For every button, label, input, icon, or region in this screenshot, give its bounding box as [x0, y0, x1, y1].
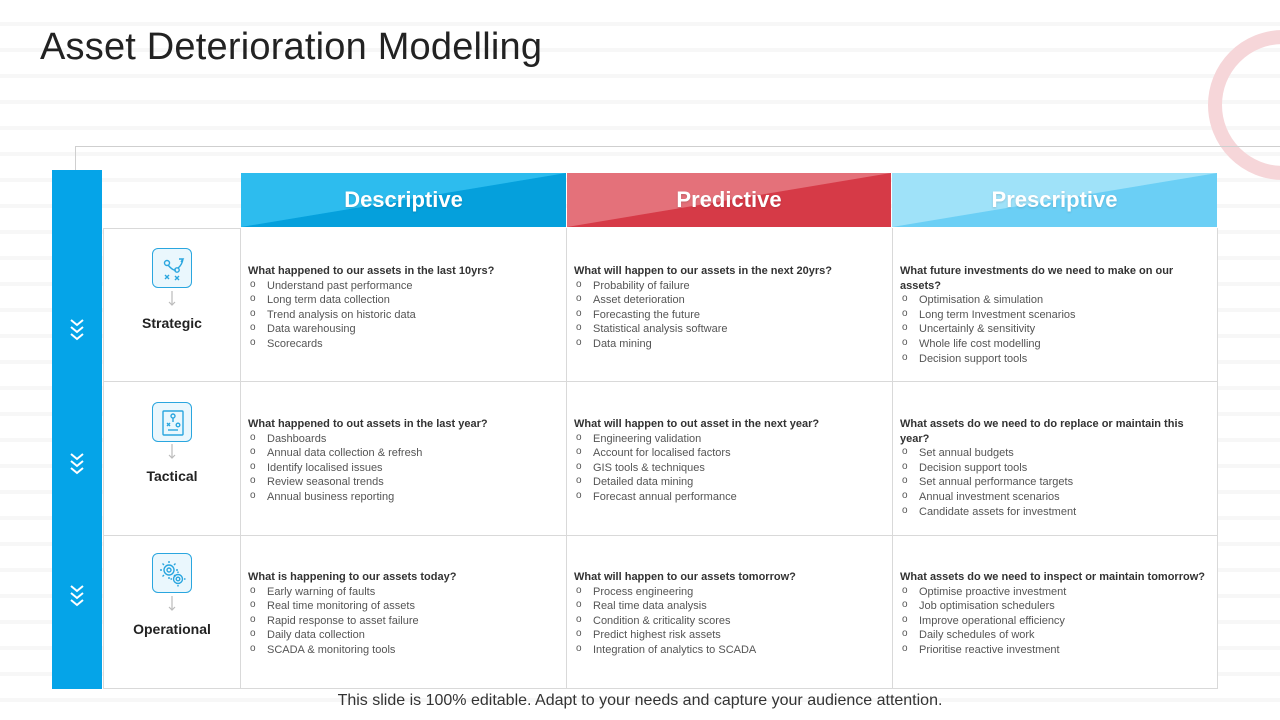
cell-tactical-descriptive — [241, 382, 567, 536]
list-item: o Annual investment scenarios — [900, 490, 1211, 505]
list-item: o GIS tools & techniques — [574, 461, 886, 476]
chevron-down-icon — [52, 584, 102, 608]
column-header-predictive — [567, 173, 891, 227]
arrow-down-icon — [167, 444, 177, 460]
list-item: o Early warning of faults — [248, 585, 560, 600]
bullet-list — [574, 432, 886, 505]
row-label: Operational — [133, 621, 211, 637]
strategy-board-icon — [152, 248, 192, 288]
row-header-strategic — [103, 228, 241, 382]
bullet-list — [900, 293, 1211, 366]
cell-question: What will happen to out asset in the next year? — [574, 418, 820, 430]
list-item: o Whole life cost modelling — [900, 337, 1211, 352]
list-item: o Detailed data mining — [574, 475, 886, 490]
list-item: o Job optimisation schedulers — [900, 599, 1211, 614]
list-item: o Long term data collection — [248, 293, 560, 308]
bullet-list — [248, 432, 560, 505]
column-header-prescriptive — [892, 173, 1217, 227]
list-item: o Identify localised issues — [248, 461, 560, 476]
list-item: o Forecasting the future — [574, 308, 886, 323]
cell-question: What is happening to our assets today? — [248, 571, 457, 583]
list-item: o Scorecards — [248, 337, 560, 352]
list-item: o Daily schedules of work — [900, 628, 1211, 643]
list-item: o Data warehousing — [248, 322, 560, 337]
list-item: o Dashboards — [248, 432, 560, 447]
list-item: o Statistical analysis software — [574, 322, 886, 337]
bullet-list — [900, 446, 1211, 519]
page-title: Asset Deterioration Modelling — [40, 26, 543, 68]
list-item: o Daily data collection — [248, 628, 560, 643]
list-item: o Prioritise reactive investment — [900, 643, 1211, 658]
row-label: Strategic — [142, 315, 202, 331]
column-header-descriptive — [241, 173, 566, 227]
list-item: o Decision support tools — [900, 461, 1211, 476]
list-item: o Long term Investment scenarios — [900, 308, 1211, 323]
chevron-down-icon — [52, 452, 102, 476]
side-bar — [52, 170, 102, 689]
cell-operational-predictive — [567, 536, 893, 689]
cell-question: What happened to out assets in the last year? — [248, 418, 488, 430]
list-item: o Optimise proactive investment — [900, 585, 1211, 600]
list-item: o Decision support tools — [900, 352, 1211, 367]
list-item: o Set annual performance targets — [900, 475, 1211, 490]
cell-question: What assets do we need to do replace or maintain this year? — [900, 418, 1184, 445]
column-header-label: Predictive — [676, 187, 782, 212]
tactical-plan-icon — [152, 402, 192, 442]
list-item: o Forecast annual performance — [574, 490, 886, 505]
list-item: o Review seasonal trends — [248, 475, 560, 490]
list-item: o Set annual budgets — [900, 446, 1211, 461]
list-item: o Integration of analytics to SCADA — [574, 643, 886, 658]
row-header-tactical — [103, 382, 241, 536]
list-item: o Improve operational efficiency — [900, 614, 1211, 629]
cell-question: What assets do we need to inspect or maintain tomorrow? — [900, 571, 1205, 583]
cell-tactical-predictive — [567, 382, 893, 536]
footer-note: This slide is 100% editable. Adapt to your needs and capture your audience attention. — [337, 692, 943, 709]
list-item: o Probability of failure — [574, 279, 886, 294]
list-item: o Condition & criticality scores — [574, 614, 886, 629]
cell-strategic-predictive — [567, 228, 893, 382]
list-item: o Predict highest risk assets — [574, 628, 886, 643]
cell-question: What will happen to our assets tomorrow? — [574, 571, 796, 583]
bullet-list — [574, 279, 886, 352]
cell-tactical-prescriptive — [893, 382, 1218, 536]
cell-operational-descriptive — [241, 536, 567, 689]
bullet-list — [248, 279, 560, 352]
list-item: o Engineering validation — [574, 432, 886, 447]
list-item: o Annual data collection & refresh — [248, 446, 560, 461]
list-item: o SCADA & monitoring tools — [248, 643, 560, 658]
list-item: o Real time monitoring of assets — [248, 599, 560, 614]
frame-line — [75, 146, 1280, 147]
arrow-down-icon — [167, 291, 177, 307]
cell-strategic-prescriptive — [893, 228, 1218, 382]
arrow-down-icon — [167, 596, 177, 612]
list-item: o Data mining — [574, 337, 886, 352]
cell-question: What future investments do we need to make on our assets? — [900, 265, 1174, 292]
cell-question: What will happen to our assets in the next 20yrs? — [574, 265, 832, 277]
list-item: o Annual business reporting — [248, 490, 560, 505]
cell-operational-prescriptive — [893, 536, 1218, 689]
list-item: o Account for localised factors — [574, 446, 886, 461]
bullet-list — [248, 585, 560, 658]
list-item: o Process engineering — [574, 585, 886, 600]
list-item: o Understand past performance — [248, 279, 560, 294]
row-label: Tactical — [146, 468, 198, 484]
bullet-list — [900, 585, 1211, 658]
list-item: o Optimisation & simulation — [900, 293, 1211, 308]
column-header-label: Descriptive — [344, 187, 463, 212]
column-header-label: Prescriptive — [991, 187, 1118, 212]
cell-strategic-descriptive — [241, 228, 567, 382]
cell-question: What happened to our assets in the last 10yrs? — [248, 265, 495, 277]
chevron-down-icon — [52, 318, 102, 342]
row-header-operational — [103, 536, 241, 689]
list-item: o Trend analysis on historic data — [248, 308, 560, 323]
gears-icon — [152, 553, 192, 593]
bullet-list — [574, 585, 886, 658]
list-item: o Uncertainly & sensitivity — [900, 322, 1211, 337]
decorative-ring — [1208, 30, 1280, 180]
list-item: o Candidate assets for investment — [900, 505, 1211, 520]
list-item: o Rapid response to asset failure — [248, 614, 560, 629]
list-item: o Real time data analysis — [574, 599, 886, 614]
frame-line — [75, 146, 76, 170]
list-item: o Asset deterioration — [574, 293, 886, 308]
